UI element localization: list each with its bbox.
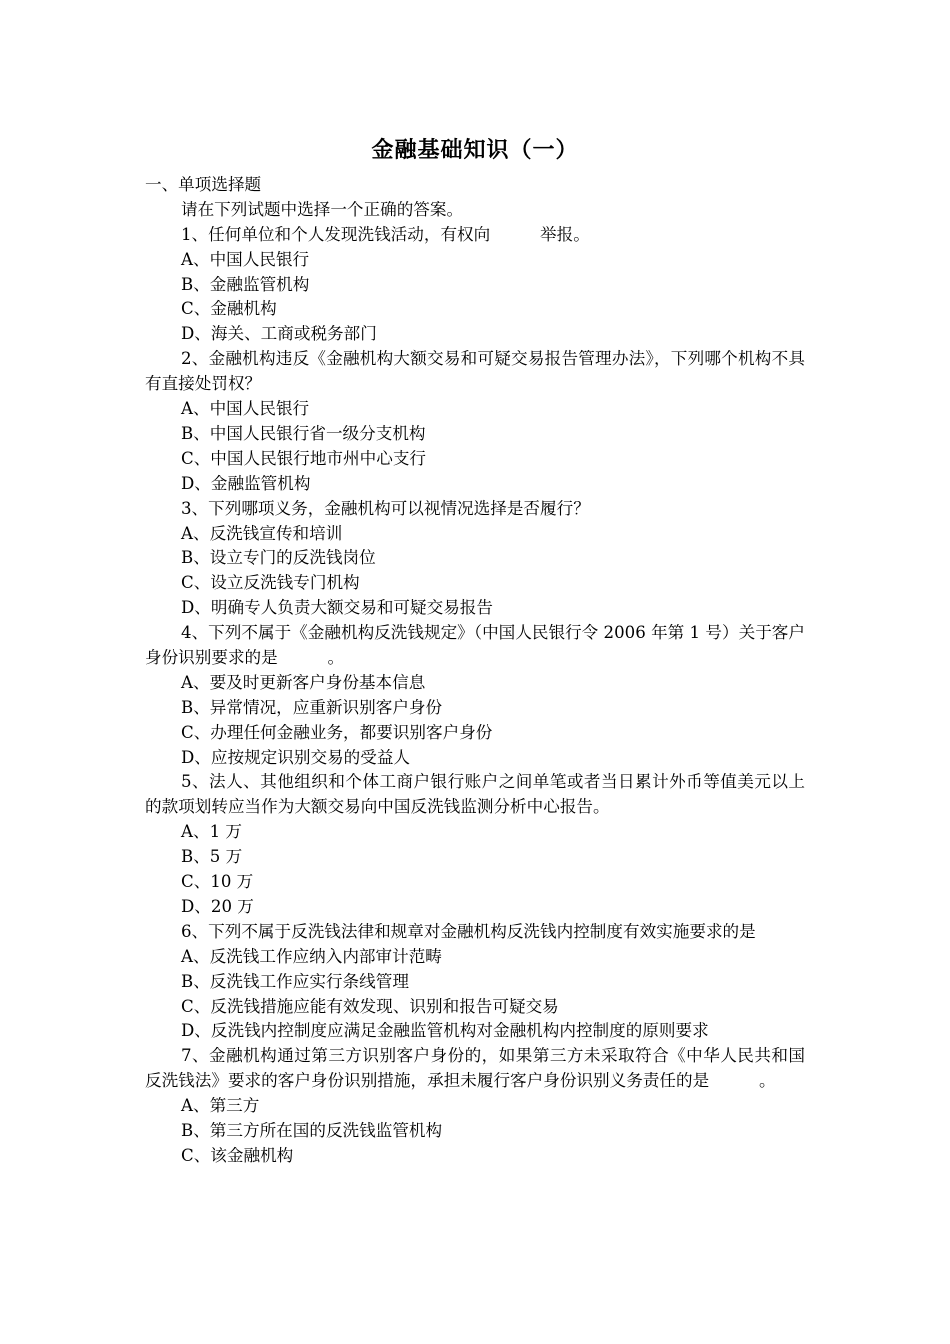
question-2 bbox=[145, 347, 805, 496]
option-a: A、要及时更新客户身份基本信息 bbox=[181, 672, 426, 692]
option-c: C、该金融机构 bbox=[181, 1145, 294, 1165]
question-stem: 2、金融机构违反《金融机构大额交易和可疑交易报告管理办法》，下列哪个机构不具有直接处罚权？ bbox=[145, 349, 805, 394]
option-c: C、中国人民银行地市州中心支行 bbox=[181, 448, 427, 468]
document-page bbox=[145, 137, 805, 1169]
option-d: D、20 万 bbox=[181, 896, 254, 916]
question-3 bbox=[145, 497, 805, 621]
option-a: A、反洗钱工作应纳入内部审计范畴 bbox=[181, 946, 442, 966]
option-a: A、中国人民银行 bbox=[181, 399, 310, 419]
option-a: A、中国人民银行 bbox=[181, 249, 310, 269]
question-stem: 4、下列不属于《金融机构反洗钱规定》（中国人民银行令 2006 年第 1 号）关于客户身份识别要求的是 。 bbox=[145, 623, 805, 667]
question-7 bbox=[145, 1044, 805, 1168]
option-c: C、10 万 bbox=[181, 872, 254, 892]
option-c: C、设立反洗钱专门机构 bbox=[181, 573, 360, 593]
option-b: B、设立专门的反洗钱岗位 bbox=[181, 548, 376, 568]
option-d: D、反洗钱内控制度应满足金融监管机构对金融机构内控制度的原则要求 bbox=[181, 1021, 709, 1041]
option-d: D、金融监管机构 bbox=[181, 473, 311, 493]
instruction-text: 请在下列试题中选择一个正确的答案。 bbox=[181, 199, 464, 219]
question-stem: 5、法人、其他组织和个体工商户银行账户之间单笔或者当日累计外币等值美元以上的款项划转应当作为大额交易向中国反洗钱监测分析中心报告。 bbox=[145, 772, 805, 817]
option-b: B、异常情况，应重新识别客户身份 bbox=[181, 697, 443, 717]
option-c: C、反洗钱措施应能有效发现、识别和报告可疑交易 bbox=[181, 996, 559, 1016]
document-title: 金融基础知识（一） bbox=[371, 138, 579, 163]
option-b: B、中国人民银行省一级分支机构 bbox=[181, 423, 426, 443]
option-d: D、明确专人负责大额交易和可疑交易报告 bbox=[181, 598, 493, 618]
question-stem: 1、任何单位和个人发现洗钱活动，有权向 举报。 bbox=[181, 224, 590, 244]
question-5 bbox=[145, 770, 805, 919]
option-b: B、金融监管机构 bbox=[181, 274, 310, 294]
option-a: A、1 万 bbox=[181, 822, 243, 842]
option-b: B、5 万 bbox=[181, 847, 243, 867]
question-stem: 6、下列不属于反洗钱法律和规章对金融机构反洗钱内控制度有效实施要求的是 bbox=[181, 921, 756, 941]
option-d: D、应按规定识别交易的受益人 bbox=[181, 747, 411, 767]
question-1 bbox=[145, 223, 805, 347]
question-stem: 3、下列哪项义务，金融机构可以视情况选择是否履行？ bbox=[181, 498, 590, 518]
question-4 bbox=[145, 621, 805, 770]
section-heading: 一、单项选择题 bbox=[145, 175, 262, 194]
option-a: A、反洗钱宣传和培训 bbox=[181, 523, 343, 543]
option-d: D、海关、工商或税务部门 bbox=[181, 324, 377, 344]
option-a: A、第三方 bbox=[181, 1096, 260, 1116]
option-c: C、办理任何金融业务，都要识别客户身份 bbox=[181, 722, 493, 742]
option-b: B、第三方所在国的反洗钱监管机构 bbox=[181, 1120, 443, 1140]
question-6 bbox=[145, 920, 805, 1044]
question-stem: 7、金融机构通过第三方识别客户身份的，如果第三方未采取符合《中华人民共和国反洗钱法》要求的客户身份识别措施，承担未履行客户身份识别义务责任的是 。 bbox=[145, 1046, 805, 1091]
option-c: C、金融机构 bbox=[181, 299, 277, 319]
option-b: B、反洗钱工作应实行条线管理 bbox=[181, 971, 409, 991]
